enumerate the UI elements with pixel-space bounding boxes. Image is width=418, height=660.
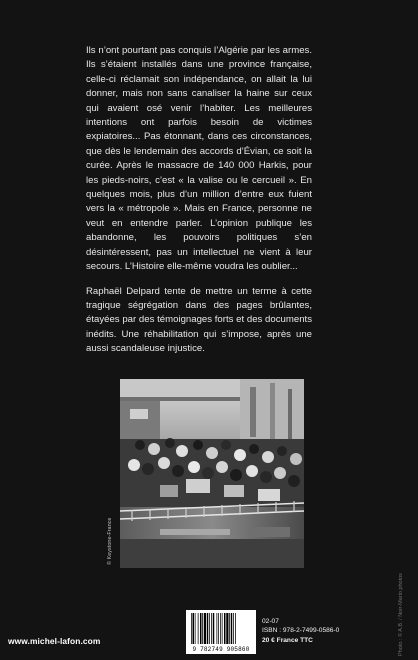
blurb-paragraph-2: Raphaël Delpard tente de mettre un terme à cette tragique ségrégation dans des pages brûlantes, étayées par des témoignages forts et des documents inédits. Une réhabilitation qui s’impose, après une aussi scandaleuse injustice.	[86, 285, 312, 355]
barcode-bar	[224, 613, 226, 644]
isbn-price-block	[262, 617, 339, 645]
barcode-bar	[191, 613, 192, 644]
barcode-bar	[213, 613, 215, 644]
barcode-bar	[207, 613, 209, 644]
blurb-paragraph-1: Ils n’ont pourtant pas conquis l’Algérie par les armes. Ils s’étaient installés dans une province française, celle-ci réclamait son indépendance, on allait la lui donner, mais non sans canaliser la haine sur ceux qui avaient osé venir l’habiter. Les meilleures intentions ont parfois besoin de victimes expiatoires... Pas étonnant, dans ces circonstances, que dès le lendemain des accords d’Évian, ce soit la curée. Après le massacre de 140 000 Harkis, pour les pieds-noirs, c’est « la valise ou le cercueil ». En quelques mois, plus d’un million d’entre eux fuient vers la « métropole ». Mais en France, personne ne veut en entendre parler. L’opinion publique les abandonne, les pouvoirs politiques s’en désintéressent, pas un intellectuel ne vient à leur secours. L’Histoire elle-même voudra les oublier...	[86, 45, 312, 273]
barcode-bars	[186, 610, 256, 646]
isbn-barcode	[186, 610, 256, 654]
price: 20 € France TTC	[262, 636, 313, 644]
barcode-bar	[198, 613, 199, 644]
barcode-bar	[202, 613, 203, 644]
edition-code: 02-07	[262, 618, 279, 625]
barcode-bar	[200, 613, 202, 644]
barcode-bar	[209, 613, 210, 644]
barcode-bar	[204, 613, 206, 644]
barcode-bar	[229, 613, 230, 644]
barcode-bar	[211, 613, 212, 644]
isbn-number: ISBN : 978-2-7499-0586-0	[262, 627, 340, 635]
barcode-digits: 9 782749 905860	[192, 646, 250, 653]
barcode-bar	[222, 613, 223, 644]
ship-deck-photo	[120, 379, 304, 568]
back-cover-blurb	[86, 44, 312, 357]
barcode-bar	[218, 613, 219, 644]
barcode-bar	[217, 613, 218, 644]
barcode-bar	[231, 613, 233, 644]
photo-credit: © Keystone-France	[107, 517, 113, 565]
barcode-bar	[235, 613, 236, 644]
barcode-bar	[220, 613, 221, 644]
cover-photo-credit: Photo : © A.B. / Noir-Mario photos	[398, 573, 404, 656]
publisher-website: www.michel-lafon.com	[8, 636, 101, 646]
barcode-bar	[233, 613, 234, 644]
barcode-bar	[193, 613, 195, 644]
barcode-bar	[195, 613, 196, 644]
barcode-bar	[226, 613, 228, 644]
